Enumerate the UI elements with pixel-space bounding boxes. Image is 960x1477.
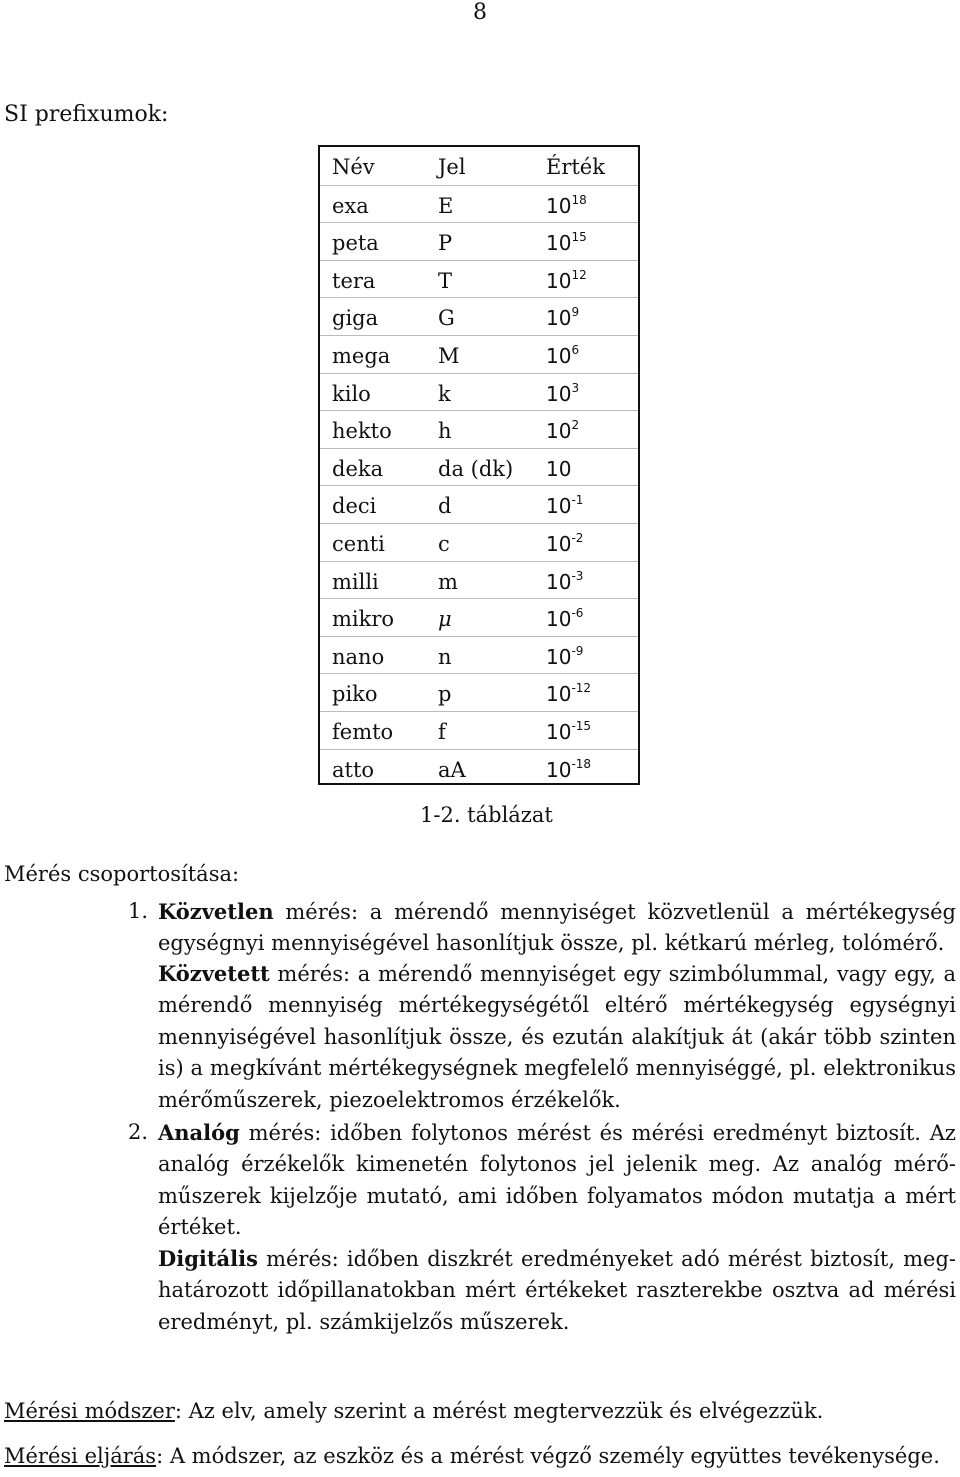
prefix-symbol: h [438, 419, 452, 444]
prefix-name: deka [332, 456, 384, 481]
prefix-symbol: n [438, 644, 452, 669]
prefix-name: milli [332, 569, 379, 594]
prefix-name: femto [332, 720, 394, 744]
header-value: Érték [546, 155, 605, 179]
text-measurement-procedure: : A módszer, az eszköz és a mérést végző személy együttes tevékenysége. [156, 1444, 940, 1468]
value-base: 10 [546, 381, 572, 406]
prefix-value [546, 562, 583, 600]
term-measurement-method: Mérési módszer [4, 1399, 175, 1423]
value-exponent: -2 [571, 531, 584, 545]
value-exponent: 15 [571, 230, 587, 245]
prefix-symbol: E [438, 193, 454, 218]
text-analog: mérés: időben folytonos mérést és mérési eredményt biztosít. Az analóg érzékelők kimenetén folytonos jel jelenik meg. Az analóg mérő-műszerek kijelzője mutató, ami időben folyamatos módon mutatja a mért értéket. [158, 1121, 956, 1240]
table-row [320, 749, 638, 788]
table-row [320, 185, 638, 224]
paragraph-analog-measurement [158, 1117, 956, 1244]
table-row [320, 222, 638, 261]
prefix-name: atto [332, 757, 375, 782]
value-exponent: 18 [571, 192, 587, 207]
prefix-symbol: aA [438, 757, 466, 782]
prefix-value [546, 186, 587, 224]
table-row [320, 297, 638, 336]
table-row [320, 410, 638, 449]
prefix-value [546, 712, 591, 750]
value-base: 10 [546, 757, 572, 782]
table-row [320, 561, 638, 600]
prefix-value [546, 637, 583, 675]
value-exponent: -6 [571, 606, 584, 621]
prefix-symbol: M [438, 344, 460, 368]
value-base: 10 [546, 231, 572, 256]
paragraph-digital-measurement [158, 1243, 956, 1338]
prefix-symbol: G [438, 306, 455, 331]
prefix-name: kilo [332, 381, 371, 406]
prefix-symbol: P [438, 231, 453, 256]
term-digital: Digitális [158, 1246, 258, 1271]
value-base: 10 [546, 456, 572, 481]
prefix-value [546, 599, 583, 637]
term-measurement-procedure: Mérési eljárás [4, 1444, 157, 1468]
text-digital: mérés: időben diszkrét eredményeket adó mérést biztosít, meg-határozott időpillanatokban mért értékeket raszterekbe osztva ad mérési eredményt, pl. számkijelzős műszerek. [158, 1247, 956, 1334]
value-exponent: 3 [571, 380, 580, 395]
table-caption: 1-2. táblázat [420, 803, 553, 827]
prefix-name: deci [332, 494, 377, 519]
prefix-value [546, 298, 579, 336]
table-row [320, 373, 638, 412]
text-measurement-method: : Az elv, amely szerint a mérést megtervezzük és elvégezzük. [174, 1399, 824, 1423]
prefix-value [546, 336, 579, 374]
prefix-symbol: μ [438, 607, 452, 632]
text-indirect: mérés: a mérendő mennyiséget egy szimbólummal, vagy egy, a mérendő mennyiség mértékegységétől eltérő mértékegység egységnyi mennyiségével hasonlítjuk össze, és ezután alakítjuk át (akár több szinten is) a megkívánt mértékegységnek megfelelő mennyiséggé, pl. elektronikus mérőműszerek, piezoelektromos érzékelők. [158, 962, 956, 1112]
value-base: 10 [546, 607, 572, 632]
table-row [320, 673, 638, 712]
prefix-symbol: m [438, 569, 458, 594]
value-base: 10 [546, 532, 572, 556]
table-header-row [320, 147, 638, 185]
prefix-name: nano [332, 644, 385, 669]
value-base: 10 [546, 193, 572, 218]
value-exponent: 2 [571, 418, 580, 433]
prefix-value [546, 261, 587, 299]
table-row [320, 636, 638, 675]
page-number: 8 [473, 0, 487, 25]
definition-measurement-method [4, 1399, 823, 1423]
prefix-value [546, 411, 579, 449]
prefix-value [546, 750, 591, 788]
value-base: 10 [546, 419, 572, 444]
value-base: 10 [546, 494, 572, 519]
prefix-symbol: da (dk) [438, 456, 514, 481]
value-exponent: -15 [571, 719, 592, 733]
prefix-name: centi [332, 532, 385, 556]
value-base: 10 [546, 682, 572, 707]
table-row [320, 485, 638, 524]
value-base: 10 [546, 720, 572, 744]
prefix-name: exa [332, 193, 369, 218]
term-direct: Közvetlen [158, 899, 274, 924]
prefix-name: peta [332, 231, 379, 256]
table-row [320, 260, 638, 299]
term-indirect: Közvetett [158, 961, 270, 986]
term-analog: Analóg [158, 1120, 240, 1145]
text-direct: mérés: a mérendő mennyiséget közvetlenül a mértékegység egységnyi mennyiségével hasonlítjuk össze, pl. kétkarú mérleg, tolómérő. [158, 900, 956, 956]
prefix-name: tera [332, 268, 376, 293]
si-prefix-table [318, 145, 640, 785]
value-base: 10 [546, 344, 572, 368]
value-base: 10 [546, 569, 572, 594]
value-exponent: -9 [571, 643, 584, 658]
value-exponent: -18 [571, 756, 592, 771]
value-exponent: 9 [571, 305, 580, 320]
prefix-value [546, 674, 591, 712]
prefix-value [546, 449, 571, 487]
prefix-symbol: f [438, 720, 446, 744]
prefix-value [546, 524, 583, 562]
prefix-symbol: p [438, 682, 452, 707]
prefix-name: hekto [332, 419, 392, 444]
prefix-symbol: T [438, 268, 453, 293]
value-exponent: -1 [571, 493, 584, 508]
header-symbol: Jel [438, 155, 466, 179]
value-base: 10 [546, 306, 572, 331]
prefix-name: mikro [332, 607, 395, 632]
value-exponent: -12 [571, 681, 592, 696]
table-row [320, 523, 638, 562]
prefix-symbol: c [438, 532, 450, 556]
list-number-2: 2. [128, 1120, 149, 1144]
value-base: 10 [546, 268, 572, 293]
prefix-value [546, 223, 587, 261]
value-base: 10 [546, 644, 572, 669]
paragraph-direct-measurement [158, 896, 956, 960]
table-row [320, 598, 638, 637]
table-row [320, 448, 638, 487]
value-exponent: 12 [571, 267, 587, 282]
paragraph-indirect-measurement [158, 958, 956, 1116]
header-name: Név [332, 155, 375, 179]
grouping-title: Mérés csoportosítása: [4, 862, 240, 886]
section-title: SI prefixumok: [4, 102, 169, 127]
prefix-symbol: k [438, 381, 451, 406]
table-row [320, 335, 638, 374]
prefix-name: giga [332, 306, 379, 331]
prefix-value [546, 374, 579, 412]
prefix-name: piko [332, 682, 378, 707]
list-number-1: 1. [128, 899, 149, 923]
prefix-symbol: d [438, 494, 452, 519]
value-exponent: 6 [571, 343, 580, 357]
table-row [320, 711, 638, 750]
prefix-value [546, 486, 583, 524]
definition-measurement-procedure [4, 1444, 940, 1468]
prefix-name: mega [332, 344, 391, 368]
value-exponent: -3 [571, 568, 584, 583]
